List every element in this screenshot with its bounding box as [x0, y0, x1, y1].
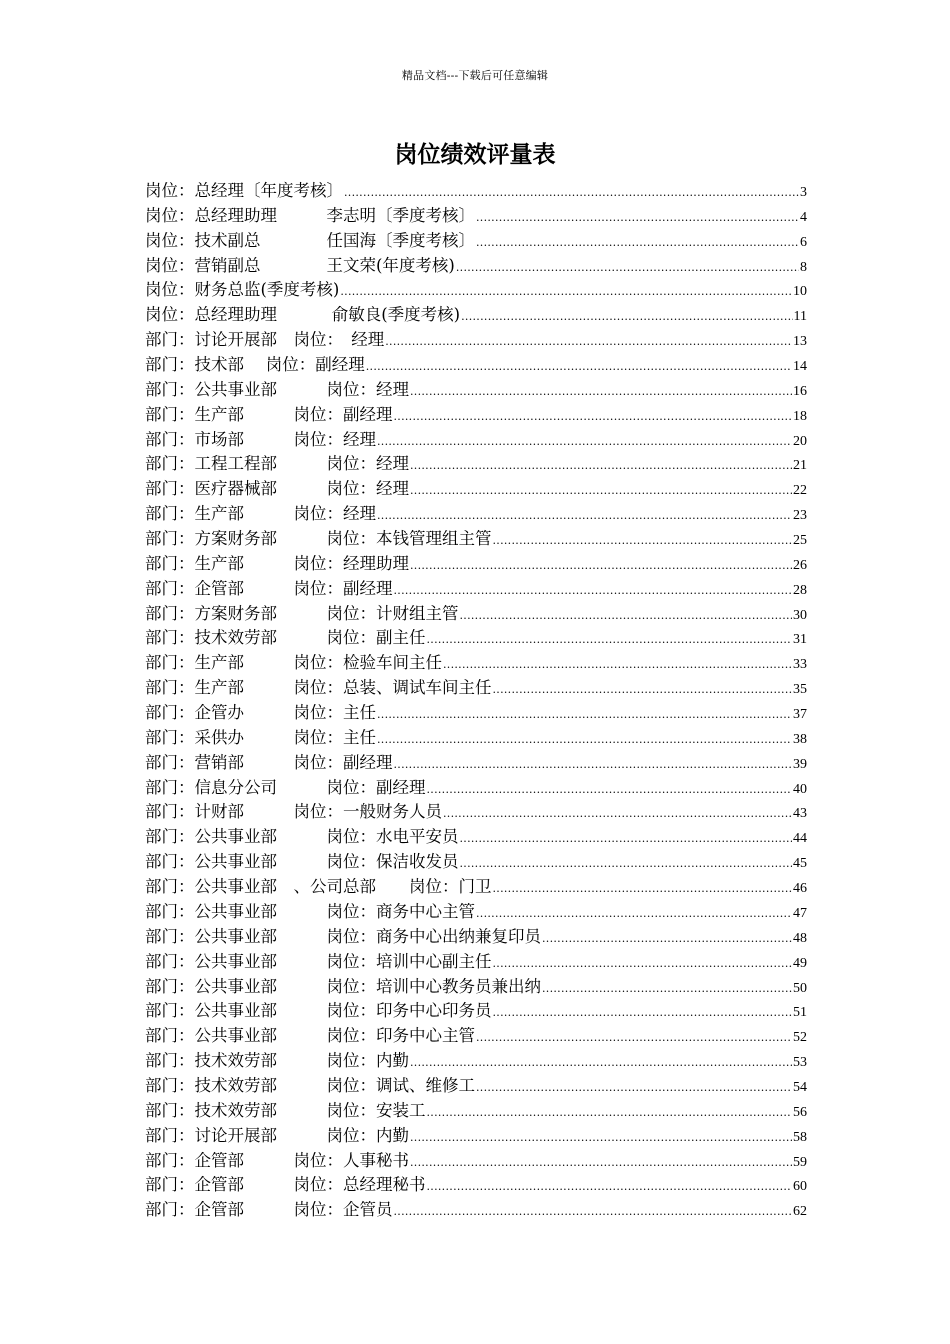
toc-page-number: 53 — [793, 1055, 807, 1071]
toc-dot-leader — [410, 1131, 792, 1144]
toc-entry[interactable] — [145, 699, 807, 724]
toc-entry[interactable] — [145, 401, 807, 426]
toc-entry[interactable] — [145, 798, 807, 823]
toc-entry-label: 部门：公共事业部 岗位：商务中心出纳兼复印员 — [145, 926, 541, 946]
toc-entry[interactable] — [145, 973, 807, 998]
toc-page-number: 33 — [793, 657, 807, 673]
toc-dot-leader — [493, 882, 793, 895]
toc-entry[interactable] — [145, 1171, 807, 1196]
toc-entry[interactable] — [145, 351, 807, 376]
toc-entry[interactable] — [145, 575, 807, 600]
toc-page-number: 25 — [793, 533, 807, 549]
toc-page-number: 22 — [793, 483, 807, 499]
toc-entry[interactable] — [145, 1147, 807, 1172]
toc-entry-label: 部门：公共事业部 、公司总部 岗位：门卫 — [145, 877, 492, 897]
toc-entry-label: 部门：公共事业部 岗位：培训中心教务员兼出纳 — [145, 976, 541, 996]
toc-page-number: 26 — [793, 557, 807, 573]
toc-dot-leader — [493, 1006, 793, 1019]
toc-entry-label: 部门：医疗器械部 岗位：经理 — [145, 479, 409, 499]
toc-dot-leader — [410, 1156, 792, 1169]
toc-entry[interactable] — [145, 252, 807, 277]
toc-dot-leader — [385, 335, 792, 348]
toc-entry-label: 岗位：总经理〔年度考核〕 — [145, 181, 343, 200]
toc-entry[interactable] — [145, 1072, 807, 1097]
toc-page-number: 58 — [793, 1129, 807, 1145]
toc-entry[interactable] — [145, 1022, 807, 1047]
toc-dot-leader — [542, 932, 792, 945]
toc-entry[interactable] — [145, 948, 807, 973]
toc-page-number: 46 — [793, 881, 807, 897]
toc-page-number: 40 — [793, 781, 807, 797]
toc-entry[interactable] — [145, 1047, 807, 1072]
toc-entry[interactable] — [145, 624, 807, 649]
toc-entry[interactable] — [145, 923, 807, 948]
toc-entry-label: 部门：公共事业部 岗位：保洁收发员 — [145, 852, 459, 872]
toc-entry-label: 部门：公共事业部 岗位：水电平安员 — [145, 827, 459, 847]
toc-dot-leader — [340, 285, 792, 298]
toc-page-number: 13 — [793, 334, 807, 350]
toc-dot-leader — [377, 435, 792, 448]
toc-entry[interactable] — [145, 749, 807, 774]
toc-entry-label: 部门：生产部 岗位：经理助理 — [145, 553, 409, 573]
toc-page-number: 10 — [793, 284, 807, 300]
toc-dot-leader — [410, 1056, 792, 1069]
toc-dot-leader — [427, 633, 793, 646]
toc-entry[interactable] — [145, 649, 807, 674]
toc-entry-label: 部门：企管部 岗位：人事秘书 — [145, 1150, 409, 1170]
toc-entry-label: 部门：方案财务部 岗位：本钱管理组主管 — [145, 529, 492, 549]
toc-entry-label: 部门：生产部 岗位：经理 — [145, 504, 376, 524]
toc-entry-label: 部门：讨论开展部 岗位：内勤 — [145, 1125, 409, 1145]
toc-dot-leader — [410, 484, 792, 497]
document-title: 岗位绩效评量表 — [394, 141, 556, 168]
toc-entry-label: 部门：采供办 岗位：主任 — [145, 727, 376, 747]
toc-dot-leader — [460, 857, 793, 870]
toc-entry-label: 部门：信息分公司 岗位：副经理 — [145, 777, 426, 797]
toc-page-number: 23 — [793, 508, 807, 524]
toc-entry[interactable] — [145, 1122, 807, 1147]
toc-dot-leader — [461, 310, 792, 323]
toc-dot-leader — [460, 609, 793, 622]
toc-page-number: 6 — [800, 234, 807, 250]
toc-entry-label: 部门：企管部 岗位：副经理 — [145, 578, 393, 598]
toc-dot-leader — [394, 758, 793, 771]
toc-dot-leader — [394, 584, 793, 597]
toc-dot-leader — [427, 783, 793, 796]
toc-entry-label: 部门：生产部 岗位：总装、调试车间主任 — [145, 678, 492, 698]
toc-dot-leader — [493, 957, 793, 970]
toc-page-number: 8 — [800, 259, 807, 275]
toc-page-number: 43 — [793, 806, 807, 822]
toc-page-number: 54 — [793, 1079, 807, 1095]
toc-page-number: 18 — [793, 408, 807, 424]
toc-page-number: 52 — [793, 1030, 807, 1046]
toc-dot-leader — [456, 261, 799, 274]
toc-page-number: 59 — [793, 1154, 807, 1170]
toc-dot-leader — [542, 982, 792, 995]
toc-entry-label: 部门：公共事业部 岗位：商务中心主管 — [145, 901, 475, 921]
toc-entry-label: 部门：公共事业部 岗位：印务中心印务员 — [145, 1001, 492, 1021]
toc-page-number: 21 — [793, 458, 807, 474]
toc-entry-label: 部门：方案财务部 岗位：计财组主管 — [145, 603, 459, 623]
toc-entry[interactable] — [145, 1196, 807, 1221]
toc-entry-label: 部门：企管办 岗位：主任 — [145, 703, 376, 723]
toc-dot-leader — [427, 1106, 793, 1119]
toc-page-number: 47 — [793, 905, 807, 921]
toc-entry[interactable] — [145, 873, 807, 898]
toc-dot-leader — [493, 683, 793, 696]
toc-entry-label: 岗位：总经理助理 俞敏良(季度考核) — [145, 305, 461, 325]
toc-entry-label: 岗位：总经理助理 李志明〔季度考核〕 — [145, 205, 475, 225]
toc-page-number: 60 — [793, 1179, 807, 1195]
toc-entry-label: 岗位：财务总监(季度考核) — [145, 280, 340, 300]
toc-entry[interactable] — [145, 823, 807, 848]
toc-dot-leader — [377, 708, 792, 721]
toc-dot-leader — [493, 534, 793, 547]
toc-dot-leader — [443, 807, 792, 820]
toc-dot-leader — [366, 360, 792, 373]
toc-dot-leader — [394, 1205, 793, 1218]
page-header-note: 精品文档---下载后可任意编辑 — [401, 69, 549, 82]
toc-dot-leader — [410, 559, 792, 572]
toc-entry[interactable] — [145, 848, 807, 873]
toc-dot-leader — [344, 186, 799, 199]
toc-entry-label: 部门：计财部 岗位：一般财务人员 — [145, 802, 442, 822]
toc-entry[interactable] — [145, 674, 807, 699]
toc-entry-label: 部门：讨论开展部 岗位： 经理 — [145, 330, 385, 350]
toc-entry[interactable] — [145, 774, 807, 799]
toc-page-number: 44 — [793, 831, 807, 847]
toc-dot-leader — [410, 459, 792, 472]
toc-entry-label: 部门：企管部 岗位：企管员 — [145, 1200, 393, 1220]
toc-entry[interactable] — [145, 202, 807, 227]
toc-entry-label: 部门：生产部 岗位：副经理 — [145, 404, 393, 424]
toc-page-number: 20 — [793, 433, 807, 449]
toc-page-number: 3 — [800, 185, 807, 200]
toc-page-number: 16 — [793, 383, 807, 399]
toc-entry-label: 部门：企管部 岗位：总经理秘书 — [145, 1175, 426, 1195]
toc-page-number: 30 — [793, 607, 807, 623]
toc-dot-leader — [476, 211, 799, 224]
toc-entry[interactable] — [145, 376, 807, 401]
toc-page-number: 11 — [793, 309, 807, 325]
toc-page-number: 14 — [793, 359, 807, 375]
toc-entry[interactable] — [145, 1097, 807, 1122]
toc-page-number: 48 — [793, 930, 807, 946]
toc-dot-leader — [394, 410, 793, 423]
toc-page-number: 31 — [793, 632, 807, 648]
toc-entry[interactable] — [145, 426, 807, 451]
toc-entry-label: 部门：技术效劳部 岗位：安装工 — [145, 1100, 426, 1120]
toc-entry-label: 部门：公共事业部 岗位：经理 — [145, 379, 409, 399]
toc-entry[interactable] — [145, 326, 807, 351]
toc-dot-leader — [410, 385, 792, 398]
toc-entry-label: 部门：营销部 岗位：副经理 — [145, 752, 393, 772]
toc-page-number: 62 — [793, 1204, 807, 1220]
toc-dot-leader — [377, 509, 792, 522]
toc-dot-leader — [443, 658, 792, 671]
toc-page-number: 56 — [793, 1104, 807, 1120]
toc-entry[interactable] — [145, 276, 807, 301]
toc-entry[interactable] — [145, 227, 807, 252]
toc-entry[interactable] — [145, 550, 807, 575]
toc-entry[interactable] — [145, 525, 807, 550]
toc-page-number: 35 — [793, 682, 807, 698]
toc-entry[interactable] — [145, 898, 807, 923]
toc-entry-label: 部门：公共事业部 岗位：印务中心主管 — [145, 1026, 475, 1046]
toc-dot-leader — [460, 832, 793, 845]
toc-entry[interactable] — [145, 600, 807, 625]
toc-entry-label: 部门：公共事业部 岗位：培训中心副主任 — [145, 951, 492, 971]
toc-dot-leader — [476, 1081, 792, 1094]
toc-entry-label: 部门：技术效劳部 岗位：副主任 — [145, 628, 426, 648]
toc-dot-leader — [476, 907, 792, 920]
toc-entry[interactable] — [145, 500, 807, 525]
toc-page-number: 37 — [793, 707, 807, 723]
toc-entry-label: 部门：市场部 岗位：经理 — [145, 429, 376, 449]
toc-entry-label: 部门：生产部 岗位：检验车间主任 — [145, 653, 442, 673]
toc-entry[interactable] — [145, 301, 807, 326]
toc-page-number: 39 — [793, 756, 807, 772]
toc-entry[interactable] — [145, 475, 807, 500]
toc-page-number: 51 — [793, 1005, 807, 1021]
toc-entry-label: 岗位：技术副总 任国海〔季度考核〕 — [145, 230, 475, 250]
table-of-contents — [145, 177, 807, 1221]
toc-dot-leader — [476, 1031, 792, 1044]
toc-page-number: 4 — [800, 209, 807, 225]
toc-page-number: 50 — [793, 980, 807, 996]
toc-entry[interactable] — [145, 997, 807, 1022]
toc-dot-leader — [377, 733, 792, 746]
toc-page-number: 49 — [793, 955, 807, 971]
toc-dot-leader — [427, 1180, 793, 1193]
toc-entry-label: 部门：技术部 岗位：副经理 — [145, 355, 365, 375]
toc-entry-label: 部门：技术效劳部 岗位：调试、维修工 — [145, 1075, 475, 1095]
toc-page-number: 28 — [793, 582, 807, 598]
toc-dot-leader — [476, 236, 799, 249]
toc-entry-label: 部门：技术效劳部 岗位：内勤 — [145, 1051, 409, 1071]
toc-page-number: 38 — [793, 731, 807, 747]
toc-page-number: 45 — [793, 856, 807, 872]
toc-entry-label: 部门：工程工程部 岗位：经理 — [145, 454, 409, 474]
toc-entry[interactable] — [145, 724, 807, 749]
toc-entry[interactable] — [145, 450, 807, 475]
toc-entry[interactable] — [145, 177, 807, 202]
toc-entry-label: 岗位：营销副总 王文荣(年度考核) — [145, 255, 455, 275]
